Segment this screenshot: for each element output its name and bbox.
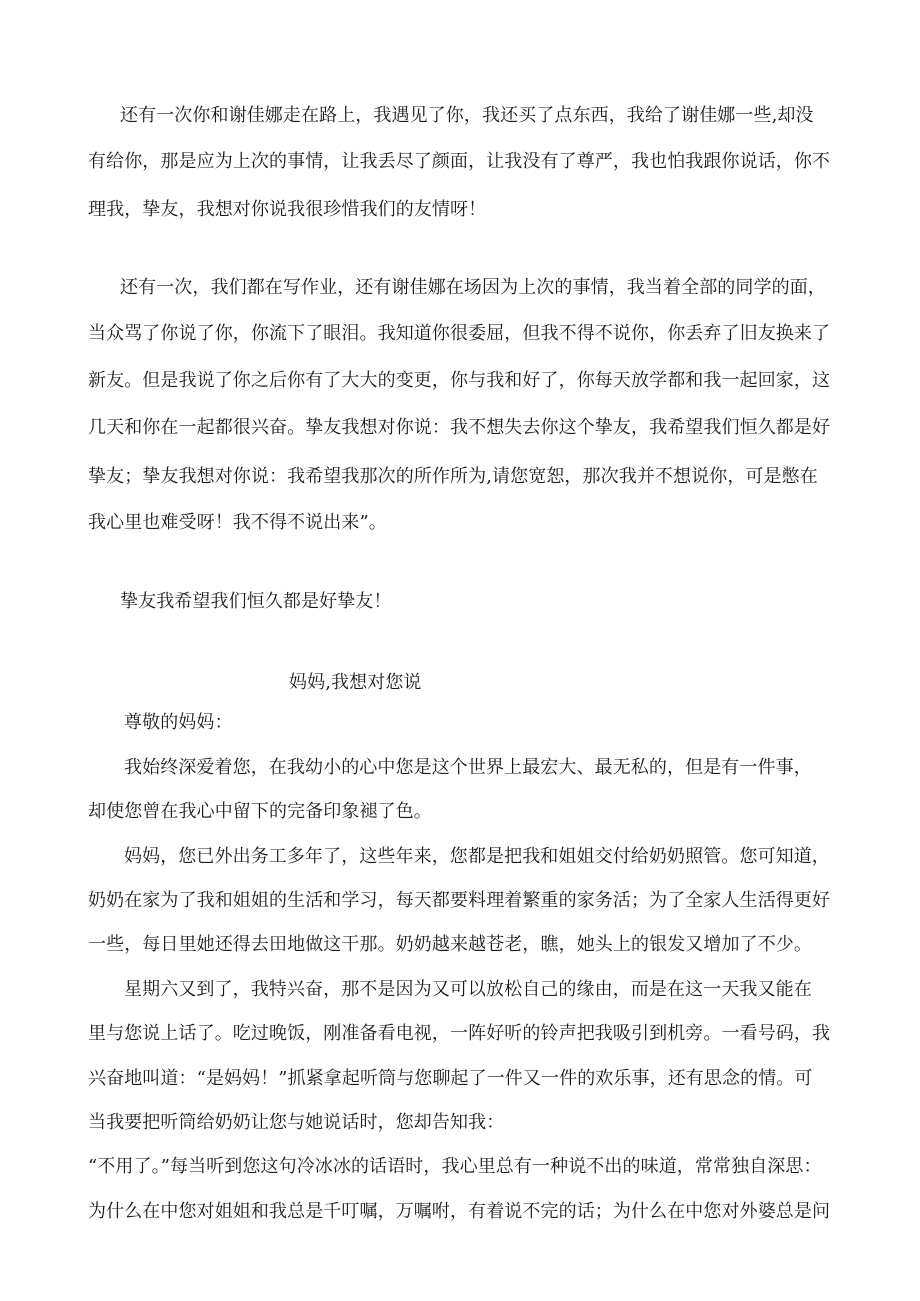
salutation: 尊敬的妈妈：: [124, 712, 233, 733]
paragraph-7-line-1: “不用了。”每当听到您这句冷冰冰的话语时，我心里总有一种说不出的味道，常常独自深思：: [88, 1156, 822, 1177]
paragraph-5-line-2: 奶奶在家为了我和姐姐的生活和学习，每天都要料理着繁重的家务活；为了全家人生活得更好: [88, 890, 831, 911]
paragraph-6-line-4: 当我要把听筒给奶奶让您与她说话时，您却告知我：: [88, 1112, 505, 1133]
paragraph-6-line-1: 星期六又到了，我特兴奋，那不是因为又可以放松自己的缘由，而是在这一天我又能在: [124, 979, 812, 1000]
paragraph-4-line-2: 却使您曾在我心中留下的完备印象褪了色。: [88, 801, 432, 822]
paragraph-4-line-1: 我始终深爱着您，在我幼小的心中您是这个世界上最宏大、最无私的，但是有一件事，: [124, 757, 812, 778]
paragraph-1-line-2: 有给你，那是应为上次的事情，让我丢尽了颜面，让我没有了尊严，我也怕我跟你说话，你不: [88, 151, 831, 172]
paragraph-6-line-3: 兴奋地叫道：“是妈妈！”抓紧拿起听筒与您聊起了一件又一件的欢乐事，还有思念的情。可: [88, 1068, 813, 1089]
paragraph-2-line-1: 还有一次，我们都在写作业，还有谢佳娜在场因为上次的事情，我当着全部的同学的面，: [120, 277, 826, 298]
paragraph-5-line-3: 一些，每日里她还得去田地做这干那。奶奶越来越苍老，瞧，她头上的银发又增加了不少。: [88, 934, 812, 955]
paragraph-1-line-3: 理我，挚友，我想对你说我很珍惜我们的友情呀！: [88, 199, 487, 220]
paragraph-7-line-2: 为什么在中您对姐姐和我总是千叮嘱，万嘱咐，有着说不完的话；为什么在中您对外婆总是问: [88, 1201, 831, 1222]
paragraph-2-line-4: 几天和你在一起都很兴奋。挚友我想对你说：我不想失去你这个挚友，我希望我们恒久都是好: [88, 417, 831, 438]
paragraph-5-line-1: 妈妈，您已外出务工多年了，这些年来，您都是把我和姐姐交付给奶奶照管。您可知道，: [124, 846, 830, 867]
essay-title: 妈妈,我想对您说: [289, 672, 422, 693]
paragraph-1-line-1: 还有一次你和谢佳娜走在路上，我遇见了你，我还买了点东西，我给了谢佳娜一些,却没: [120, 105, 814, 126]
paragraph-2-line-3: 新友。但是我说了你之后你有了大大的变更，你与我和好了，你每天放学都和我一起回家，这: [88, 370, 831, 391]
paragraph-2-line-5: 挚友；挚友我想对你说：我希望我那次的所作所为,请您宽恕，那次我并不想说你，可是憋在: [88, 466, 818, 487]
paragraph-6-line-2: 里与您说上话了。吃过晚饭，刚准备看电视，一阵好听的铃声把我吸引到机旁。一看号码，我: [88, 1023, 831, 1044]
paragraph-2-line-2: 当众骂了你说了你，你流下了眼泪。我知道你很委屈，但我不得不说你，你丢弃了旧友换来了: [88, 323, 831, 344]
paragraph-2-line-6: 我心里也难受呀！我不得不说出来”。: [88, 512, 387, 533]
paragraph-3-line-1: 挚友我希望我们恒久都是好挚友！: [120, 591, 392, 612]
